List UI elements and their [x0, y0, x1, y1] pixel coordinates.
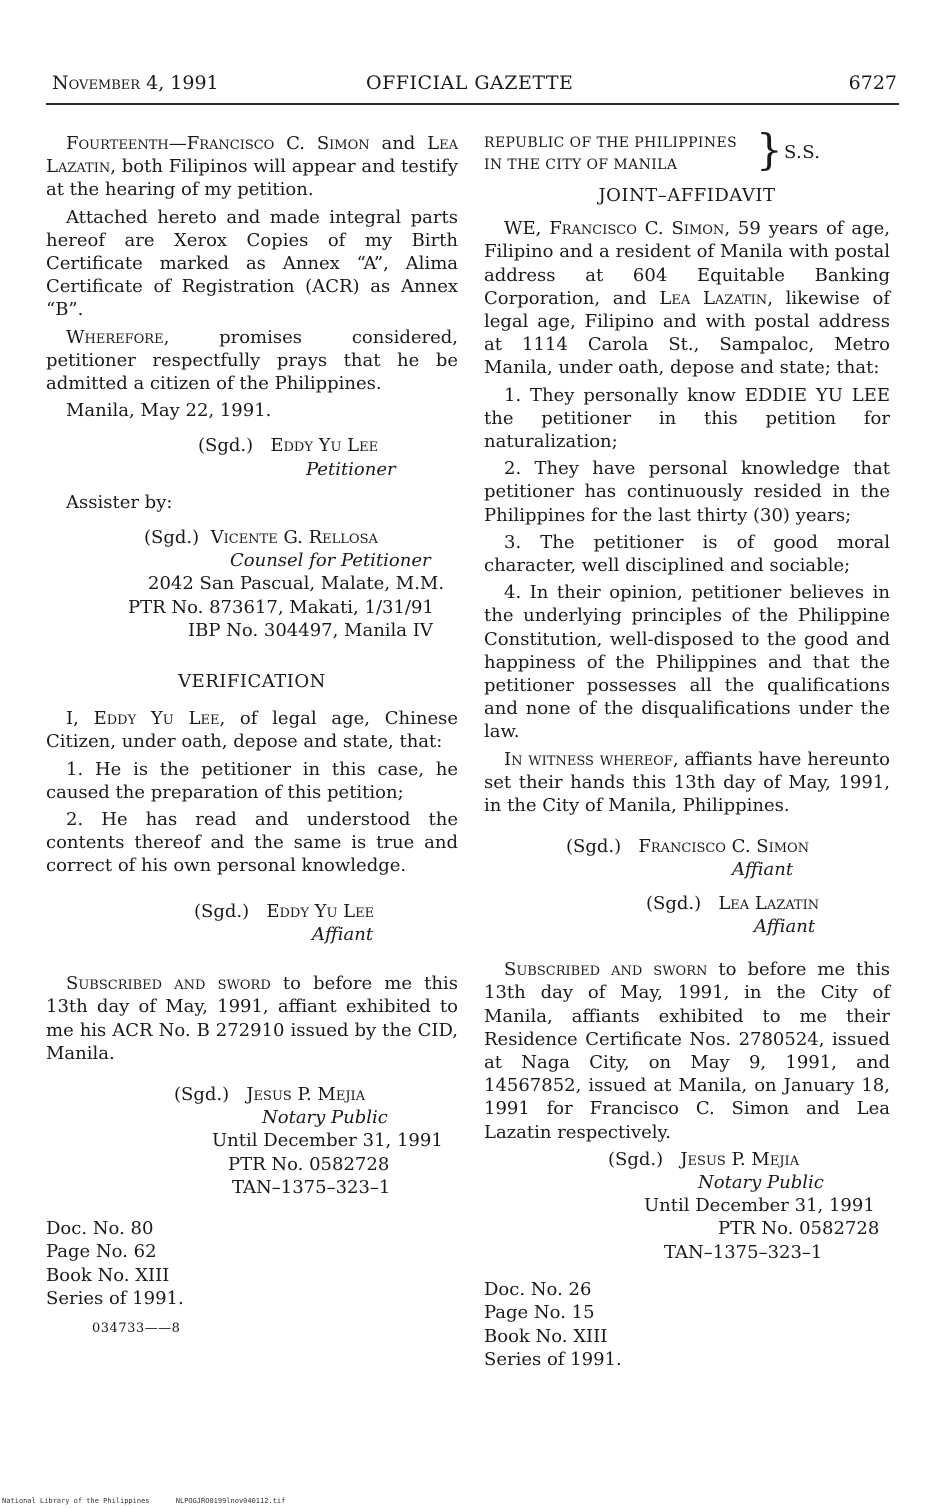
doc-no: Doc. No. 80: [46, 1217, 154, 1239]
text: , both Filipinos will appear and testify at the hearing of my petition.: [46, 156, 458, 201]
sgd-label: (Sgd.): [646, 892, 702, 914]
notary-tan: TAN–1375–323–1: [232, 1176, 391, 1198]
paragraph-attached: Attached hereto and made integral parts hereof are Xerox Copies of my Birth Certificate marked as Annex “A”, Alima Certificate of Registration (ACR) as Annex “B”.: [46, 206, 458, 321]
paragraph-subscribed-sworn: [484, 958, 890, 1144]
dash: —: [168, 133, 187, 154]
sgd-label: (Sgd.): [566, 836, 622, 858]
text: , 59 years of age, Filipino and a resident of Manila with postal address at 604 Equitable Banking Corporation, and: [484, 218, 890, 309]
caption-city: IN THE CITY OF MANILA: [484, 157, 678, 173]
subscribed-label: Subscribed and sword: [66, 973, 271, 995]
signatory-name: Lea Lazatin: [718, 892, 820, 914]
sgd-label: (Sgd.): [608, 1148, 664, 1170]
paragraph-wherefore: [46, 326, 458, 396]
right-column: [484, 125, 891, 1372]
book-no: Book No. XIII: [484, 1325, 608, 1347]
counsel-address: 2042 San Pascual, Malate, M.M.: [148, 573, 445, 595]
header-title: OFFICIAL GAZETTE: [366, 72, 574, 94]
signature-counsel: [128, 526, 458, 642]
header-rule: [46, 103, 899, 105]
signatory-role: Notary Public: [698, 1171, 824, 1193]
paragraph-verification-2: 2. He has read and understood the contents thereof and the same is true and correct of his own personal knowledge.: [46, 809, 458, 877]
witness-label: In witness whereof: [504, 748, 673, 770]
wherefore-label: Wherefore: [66, 326, 164, 348]
caption-ss: S.S.: [784, 142, 821, 163]
paragraph-subscribed: [46, 972, 458, 1065]
paragraph-item-1: 1. They personally know EDDIE YU LEE the petitioner in this petition for naturalization;: [484, 384, 890, 453]
venue-caption: [484, 125, 890, 178]
series: Series of 1991.: [484, 1349, 622, 1371]
doc-reference: [46, 1217, 458, 1341]
series: Series of 1991.: [46, 1288, 184, 1310]
signature-affiant: [194, 900, 458, 946]
verification-heading: VERIFICATION: [178, 671, 326, 693]
signatory-name: Francisco C. Simon: [638, 836, 810, 858]
paragraph-witness: [484, 748, 890, 818]
signature-notary: [608, 1148, 890, 1264]
affiant-name: Eddy Yu Lee: [93, 708, 220, 730]
signatory-name: Jesus P. Mejia: [246, 1083, 366, 1105]
sgd-label: (Sgd.): [194, 900, 250, 922]
notary-ptr: PTR No. 0582728: [228, 1153, 390, 1175]
text: , likewise of legal age, Filipino and with postal address at 1114 Carola St., Sampaloc, Metro Manila, under oath, depose and state; that:: [484, 287, 891, 379]
text: , promises considered, petitioner respectfully prays that he be admitted a citizen of the Philippines.: [46, 326, 458, 395]
paragraph-verification-1: 1. He is the petitioner in this case, he caused the preparation of this petition;: [46, 758, 458, 803]
signatory-name: Jesus P. Mejia: [680, 1148, 800, 1170]
text: and: [369, 133, 428, 154]
book-no: Book No. XIII: [46, 1264, 170, 1286]
paragraph-date: Manila, May 22, 1991.: [66, 400, 272, 422]
caption-republic: REPUBLIC OF THE PHILIPPINES: [484, 135, 738, 151]
signature-notary: [174, 1083, 458, 1199]
paragraph-item-3: 3. The petitioner is of good moral character, well disciplined and sociable;: [484, 531, 890, 577]
signatory-role: Petitioner: [306, 458, 396, 480]
counsel-ibp: IBP No. 304497, Manila IV: [188, 619, 433, 641]
signatory-name: Eddy Yu Lee: [266, 900, 375, 922]
signatory-name: Vicente G. Rellosa: [210, 527, 378, 549]
witness-name-1: Francisco C. Simon: [186, 133, 370, 154]
text: to before me this 13th day of May, 1991, in the City of Manila, affiants exhibited to me their Residence Certificate Nos. 2780524, issued at Naga City, on May 9, 1991, and 14567852, issued at Manila, on January 18, 1991 for Francisco C. Simon and Lea Lazatin respectively.: [484, 959, 890, 1143]
assister-label: Assister by:: [66, 491, 173, 513]
signature-petitioner: [198, 434, 458, 480]
subscribed-label: Subscribed and sworn: [504, 959, 708, 981]
joint-affidavit-heading: JOINT–AFFIDAVIT: [598, 185, 776, 206]
notary-until: Until December 31, 1991: [644, 1195, 875, 1217]
header-date: November 4, 1991: [52, 72, 219, 94]
signatory-role: Notary Public: [262, 1107, 388, 1129]
text: I,: [66, 708, 94, 730]
scan-footer: [2, 1497, 307, 1505]
signature-lea: [646, 892, 890, 938]
left-column: [46, 132, 458, 1340]
sgd-label: (Sgd.): [174, 1083, 230, 1105]
signatory-role: Counsel for Petitioner: [230, 550, 431, 572]
signatory-role: Affiant: [754, 915, 816, 937]
header-page-number: 6727: [848, 72, 897, 94]
page-no: Page No. 62: [46, 1241, 157, 1263]
page-no: Page No. 15: [484, 1302, 595, 1324]
paragraph-item-4: 4. In their opinion, petitioner believes in the underlying principles of the Philippine Constitution, well-disposed to the good and happiness of the Philippines and that the petitioner possesses all the qualifications and none of the disqualifications under the law.: [484, 582, 890, 743]
print-code: 034733——8: [92, 1320, 181, 1336]
doc-no: Doc. No. 26: [484, 1278, 592, 1300]
file-label: NLPOGJRO0199lnov040112.tif: [175, 1497, 286, 1505]
signatory-role: Affiant: [732, 859, 794, 881]
paragraph-fourteenth: [46, 132, 458, 202]
counsel-ptr: PTR No. 873617, Makati, 1/31/91: [128, 596, 434, 618]
notary-ptr: PTR No. 0582728: [718, 1218, 880, 1240]
paragraph-item-2: 2. They have personal knowledge that petitioner has continuously resided in the Philippines for the last thirty (30) years;: [484, 458, 890, 526]
paragraph-affiants: [484, 217, 890, 379]
library-label: National Library of the Philippines: [2, 1497, 150, 1505]
signatory-name: Eddy Yu Lee: [270, 435, 379, 457]
fourteenth-label: Fourteenth: [66, 133, 169, 154]
signature-francisco: [566, 835, 890, 881]
text: , of legal age, Chinese Citizen, under oath, depose and state, that:: [46, 708, 458, 753]
affiant-name-2: Lea Lazatin: [659, 287, 768, 309]
affiant-name-1: Francisco C. Simon: [549, 218, 725, 240]
notary-until: Until December 31, 1991: [212, 1130, 443, 1152]
brace-glyph: }: [756, 125, 784, 174]
text: to before me this 13th day of May, 1991, affiant exhibited to me his ACR No. B 272910 issued by the CID, Manila.: [46, 973, 458, 1064]
doc-reference: [484, 1278, 890, 1372]
signatory-role: Affiant: [312, 923, 374, 945]
paragraph-verification-intro: [46, 707, 458, 753]
witness-name-2: Lea Lazatin: [46, 133, 458, 178]
text: , affiants have hereunto set their hands this 13th day of May, 1991, in the City of Manila, Philippines.: [484, 748, 890, 817]
text: WE,: [504, 218, 550, 240]
sgd-label: (Sgd.): [198, 435, 254, 457]
sgd-label: (Sgd.): [144, 527, 200, 549]
notary-tan: TAN–1375–323–1: [664, 1241, 823, 1263]
